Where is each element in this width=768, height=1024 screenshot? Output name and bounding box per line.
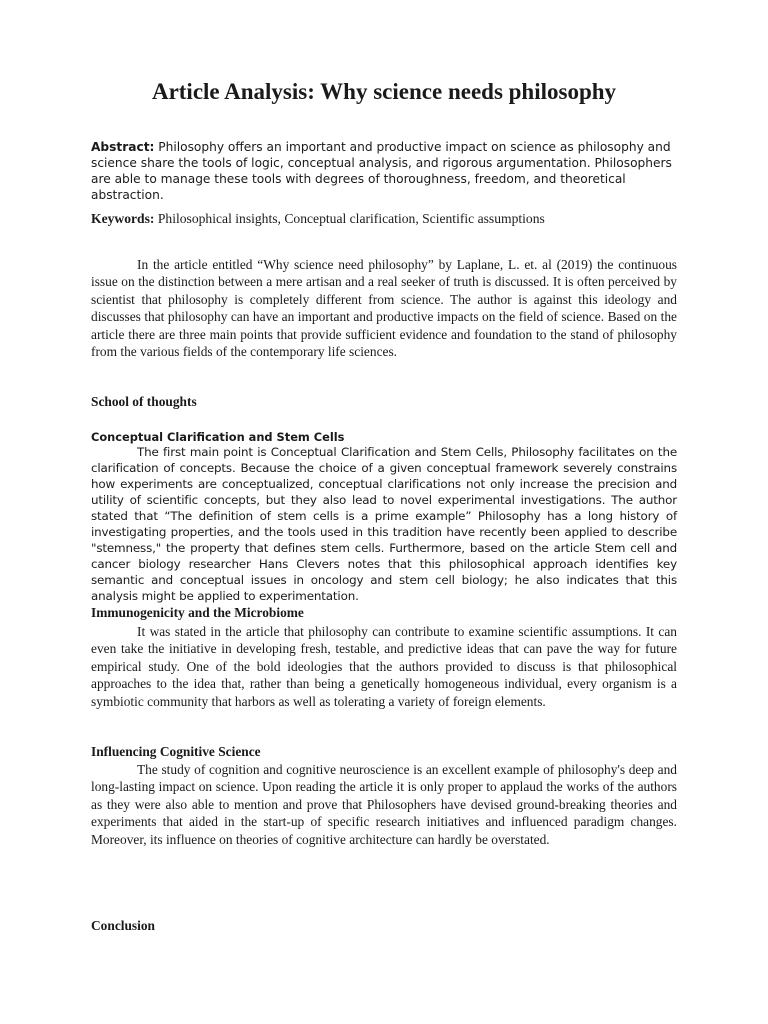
section2-heading: Immunogenicity and the Microbiome [91,605,304,620]
section3-paragraph: The study of cognition and cognitive neuroscience is an excellent example of philosophy's deep and long-lasting impact on science. Upon reading the article it is only proper to applaud the works of the authors as they were also able to mention and prove that Philosophers have devised ground-breaking theories and experiments that aided in the start-up of specific research initiatives and influenced paradigm changes. Moreover, its influence on theories of cognitive architecture can hardly be overstated. [91,762,677,847]
section1-heading: Conceptual Clarification and Stem Cells [91,430,345,444]
document-title: Article Analysis: Why science needs philosophy [151,79,617,104]
conclusion-heading: Conclusion [91,918,155,933]
section1-paragraph: The first main point is Conceptual Clarification and Stem Cells, Philosophy facilitates on the clarification of concepts. Because the choice of a given conceptual framework severely constrains how experiments are conceptualized, conceptual clarifications not only increase the precision and utility of scientific concepts, but they also lead to novel experimental investigations. The author stated that “The definition of stem cells is a prime example” Philosophy has a long history of investigating properties, and the tools used in this tradition have recently been applied to describe "stemness," the property that defines stem cells. Furthermore, based on the article Stem cell and cancer biology researcher Hans Clevers notes that this philosophical approach identifies key semantic and conceptual issues in oncology and stem cell biology; he also indicates that this analysis might be applied to experimentation. [91,445,677,603]
intro-paragraph: In the article entitled “Why science need philosophy” by Laplane, L. et. al (2019) the continuous issue on the distinction between a mere artisan and a real seeker of truth is discussed. It is often perceived by scientist that philosophy is completely different from science. The author is against this ideology and discusses that philosophy can have an important and productive impacts on the field of science. Based on the article there are three main points that provide sufficient evidence and foundation to the stand of philosophy from the various fields of the contemporary life sciences. [91,257,677,360]
school-heading: School of thoughts [91,394,197,409]
section3-heading: Influencing Cognitive Science [91,744,261,759]
abstract-label: Abstract: [91,140,155,154]
keywords-label: Keywords: [91,211,155,226]
keywords-text: Philosophical insights, Conceptual clarification, Scientific assumptions [154,211,545,226]
keywords-line [91,211,677,227]
section2-paragraph: It was stated in the article that philosophy can contribute to examine scientific assumptions. It can even take the initiative in developing fresh, testable, and predictive ideas that can pave the way for future empirical study. One of the bold ideologies that the authors provided to discuss is that philosophical approaches to the idea that, rather than being a genetically homogeneous individual, every organism is a symbiotic community that harbors as well as tolerating a variety of foreign elements. [91,624,677,709]
abstract-text: Philosophy offers an important and productive impact on science as philosophy and science share the tools of logic, conceptual analysis, and rigorous argumentation. Philosophers are able to manage these tools with degrees of thoroughness, freedom, and theoretical abstraction. [91,140,672,202]
abstract-paragraph [91,139,677,203]
